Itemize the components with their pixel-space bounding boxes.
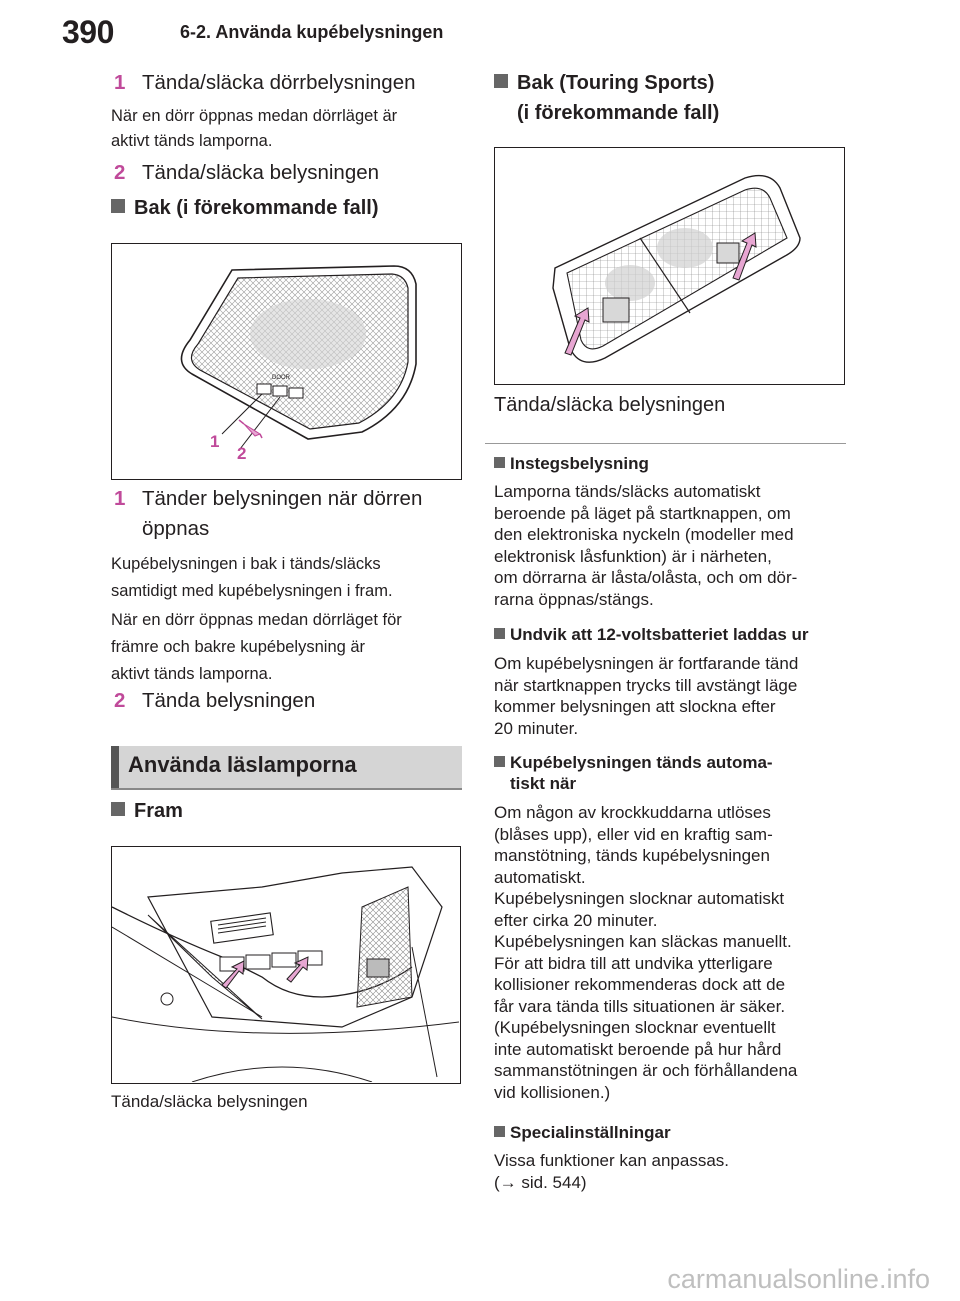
section-bar (111, 746, 119, 788)
figure-front-lamps (111, 846, 461, 1084)
heading-text: Undvik att 12-voltsbatteriet laddas ur (510, 625, 809, 644)
step-number: 2 (114, 689, 126, 712)
heading-text: Kupébelysningen tänds automa- (510, 753, 773, 772)
text-line: (blåses upp), eller vid en kraftig sam- (494, 824, 773, 844)
text-line: efter cirka 20 minuter. (494, 910, 658, 930)
rear-lamp-illustration (112, 244, 460, 478)
section-title: Använda läslamporna (128, 752, 357, 777)
heading-text: (i förekommande fall) (517, 102, 720, 124)
step-text: Tända/släcka belysningen (142, 161, 380, 184)
heading-special (494, 1122, 671, 1143)
text-line: främre och bakre kupébelysning är (111, 638, 366, 656)
paragraph-undvik (494, 653, 798, 739)
heading-bak (111, 193, 379, 223)
text-line: kommer belysningen att slockna efter (494, 697, 776, 716)
step-number: 2 (114, 161, 126, 184)
text-line: manstötning, tänds kupébelysningen (494, 846, 770, 865)
text-line: rarna öppnas/stängs. (494, 589, 654, 609)
heading-text: Instegsbelysning (510, 454, 649, 473)
heading-fram (111, 796, 183, 826)
door-label: DOOR (272, 375, 290, 381)
text-line: (Kupébelysningen slocknar eventuellt (494, 1018, 776, 1037)
heading-text: Bak (i förekommande fall) (134, 197, 379, 219)
text-line: får vara tända tills situationen är säker. (494, 996, 786, 1016)
heading-undvik (494, 624, 809, 645)
chapter-title: 6-2. Använda kupébelysningen (180, 22, 444, 42)
square-bullet-icon (111, 802, 125, 816)
text-line: Om någon av krockkuddarna utlöses (494, 803, 771, 822)
figure-front-caption: Tända/släcka belysningen (111, 1092, 308, 1111)
text-line: om dörrarna är låsta/olåsta, och om dör- (494, 568, 798, 587)
heading-text: Fram (134, 800, 183, 822)
callout-1: 1 (210, 432, 220, 451)
divider (485, 443, 846, 444)
step-text: Tända/släcka dörrbelysningen (142, 71, 416, 94)
paragraph-door-mode (111, 104, 397, 154)
page-reference-link[interactable]: (→ sid. 544) (494, 1172, 587, 1192)
text-line: Om kupébelysningen är fortfarande tänd (494, 654, 799, 673)
step-text: Tänder belysningen när dörren (142, 487, 423, 510)
figure-rear-lamp (111, 243, 462, 480)
step-number: 1 (114, 71, 126, 94)
text-line: beroende på läget på startknappen, om (494, 503, 791, 523)
text-line: inte automatiskt beroende på hur hård (494, 1039, 782, 1059)
text-line: För att bidra till att undvika ytterligare (494, 953, 773, 973)
step-1-door-light (114, 68, 416, 98)
paragraph-auto (494, 802, 797, 1103)
touring-lamp-illustration (495, 148, 843, 383)
text-line: Kupébelysningen i bak i tänds/släcks (111, 555, 381, 573)
text-line: sammanstötningen är och förhållandena (494, 1061, 798, 1080)
watermark: carmanualsonline.info (667, 1264, 930, 1294)
step-1-door-open (114, 484, 422, 514)
paragraph-door-mode-rear (111, 607, 402, 688)
heading-text: Bak (Touring Sports) (517, 72, 715, 94)
page-number: 390 (62, 14, 114, 50)
heading-text: tiskt när (510, 774, 577, 793)
heading-touring (494, 68, 719, 128)
square-bullet-icon (494, 628, 505, 639)
text-line: 20 minuter. (494, 718, 579, 738)
step-2-light (114, 158, 379, 188)
text-line: Lamporna tänds/släcks automatiskt (494, 482, 761, 501)
text-line: Vissa funktioner kan anpassas. (494, 1151, 729, 1170)
text-line: vid kollisionen.) (494, 1082, 611, 1102)
text-line: när startknappen trycks till avstängt läge (494, 675, 798, 695)
square-bullet-icon (494, 74, 508, 88)
step-2-turn-on (114, 686, 315, 716)
front-lamp-illustration (112, 847, 459, 1082)
text-line: elektronisk låsfunktion) är i närheten, (494, 546, 772, 566)
text-line: kollisioner rekommenderas dock att de (494, 975, 786, 994)
square-bullet-icon (494, 756, 505, 767)
paragraph-rear-sync (111, 551, 393, 605)
square-bullet-icon (494, 1126, 505, 1137)
square-bullet-icon (111, 199, 125, 213)
text-line: samtidigt med kupébelysningen i fram. (111, 582, 393, 600)
heading-instegs (494, 453, 649, 474)
text-line: Kupébelysningen kan släckas manuellt. (494, 932, 792, 951)
text-line: aktivt tänds lamporna. (111, 665, 273, 683)
step-number: 1 (114, 487, 126, 510)
text-line: den elektroniska nyckeln (modeller med (494, 525, 794, 544)
text-line: aktivt tänds lamporna. (111, 132, 273, 150)
step-text: Tända belysningen (142, 689, 316, 712)
heading-auto (494, 752, 773, 794)
paragraph-instegs (494, 481, 797, 610)
paragraph-special (494, 1150, 729, 1193)
text-line: automatiskt. (494, 867, 586, 887)
text-line: Kupébelysningen slocknar automatiskt (494, 889, 785, 908)
text-line: När en dörr öppnas medan dörrläget är (111, 107, 398, 125)
text-line: När en dörr öppnas medan dörrläget för (111, 611, 402, 629)
figure-touring-caption: Tända/släcka belysningen (494, 394, 726, 416)
section-heading-reading-lamps (111, 746, 462, 790)
figure-touring-lamp (494, 147, 845, 385)
step-text-cont: öppnas (142, 517, 210, 540)
heading-text: Specialinställningar (510, 1123, 671, 1142)
callout-2: 2 (237, 444, 247, 463)
square-bullet-icon (494, 457, 505, 468)
